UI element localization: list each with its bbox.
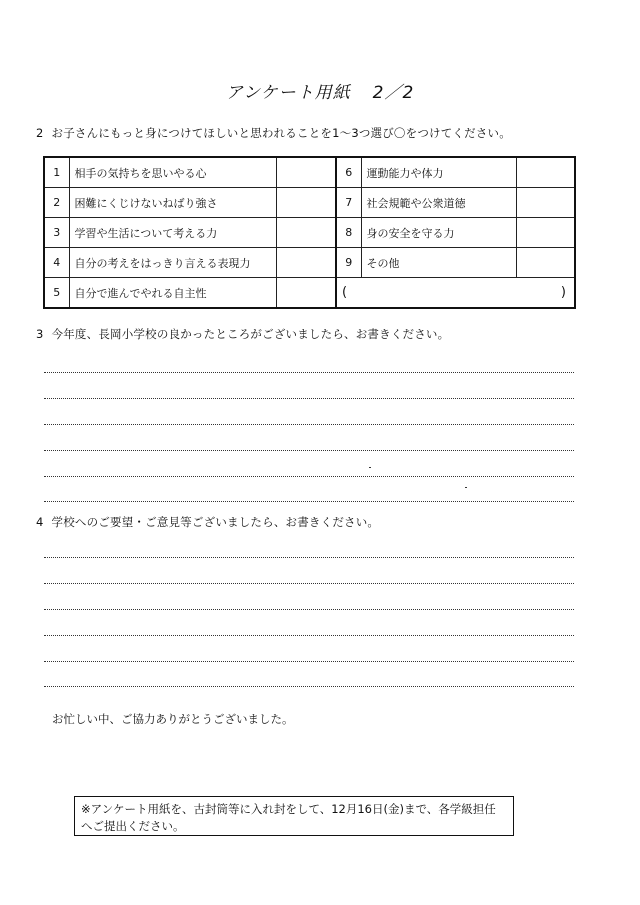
option-mark-cell[interactable] <box>276 188 336 218</box>
option-mark-cell[interactable] <box>276 218 336 248</box>
option-number: 7 <box>336 188 361 218</box>
question-3-text: 今年度、長岡小学校の良かったところがございましたら、お書きください。 <box>51 327 450 341</box>
option-number: 1 <box>44 157 69 188</box>
thank-you-note: お忙しい中、ご協力ありがとうございました。 <box>52 712 294 726</box>
scan-speck <box>369 467 371 468</box>
option-label: 困難にくじけないねばり強さ <box>69 188 276 218</box>
option-label: 相手の気持ちを思いやる心 <box>69 157 276 188</box>
option-mark-cell[interactable] <box>516 188 575 218</box>
option-label: その他 <box>361 248 516 278</box>
option-label: 社会規範や公衆道徳 <box>361 188 516 218</box>
page-indicator: 2／2 <box>372 83 415 103</box>
option-label: 身の安全を守る力 <box>361 218 516 248</box>
option-number: 3 <box>44 218 69 248</box>
option-number: 5 <box>44 278 69 309</box>
answer-line[interactable] <box>44 424 574 425</box>
question-4-text: 学校へのご要望・ご意見等ございましたら、お書きください。 <box>51 515 380 529</box>
options-row <box>44 157 575 188</box>
question-4-number: 4 <box>36 515 44 529</box>
option-label: 自分で進んでやれる自主性 <box>69 278 276 309</box>
answer-line[interactable] <box>44 557 574 558</box>
option-label: 自分の考えをはっきり言える表現力 <box>69 248 276 278</box>
options-row <box>44 188 575 218</box>
answer-line[interactable] <box>44 476 574 477</box>
options-table <box>43 156 576 309</box>
answer-line[interactable] <box>44 609 574 610</box>
question-3-heading <box>36 326 449 342</box>
question-4-heading <box>36 514 379 530</box>
question-3-number: 3 <box>36 327 44 341</box>
other-write-in-field[interactable] <box>336 278 575 309</box>
option-number: 9 <box>336 248 361 278</box>
scan-speck <box>465 487 467 488</box>
submission-notice: ※アンケート用紙を、古封筒等に入れ封をして、12月16日(金)まで、各学級担任へご提出ください。 <box>74 796 514 836</box>
options-row <box>44 248 575 278</box>
question-2-text: お子さんにもっと身につけてほしいと思われることを1～3つ選び〇をつけてください。 <box>51 126 511 140</box>
option-number: 4 <box>44 248 69 278</box>
close-paren: ) <box>560 285 566 300</box>
answer-line[interactable] <box>44 661 574 662</box>
option-label: 学習や生活について考える力 <box>69 218 276 248</box>
option-mark-cell[interactable] <box>276 278 336 309</box>
option-mark-cell[interactable] <box>276 157 336 188</box>
answer-line[interactable] <box>44 450 574 451</box>
answer-line[interactable] <box>44 372 574 373</box>
form-title-text: アンケート用紙 <box>225 83 351 103</box>
option-number: 2 <box>44 188 69 218</box>
form-title <box>0 78 640 103</box>
option-mark-cell[interactable] <box>516 157 575 188</box>
question-2-number: 2 <box>36 126 44 140</box>
answer-line[interactable] <box>44 686 574 687</box>
answer-line[interactable] <box>44 583 574 584</box>
options-row <box>44 218 575 248</box>
answer-line[interactable] <box>44 398 574 399</box>
option-mark-cell[interactable] <box>516 248 575 278</box>
open-paren: ( <box>342 285 348 300</box>
option-number: 6 <box>336 157 361 188</box>
answer-line[interactable] <box>44 635 574 636</box>
options-row <box>44 278 575 309</box>
option-label: 運動能力や体力 <box>361 157 516 188</box>
option-mark-cell[interactable] <box>516 218 575 248</box>
option-mark-cell[interactable] <box>276 248 336 278</box>
option-number: 8 <box>336 218 361 248</box>
question-2-heading <box>36 125 511 141</box>
answer-line[interactable] <box>44 501 574 502</box>
